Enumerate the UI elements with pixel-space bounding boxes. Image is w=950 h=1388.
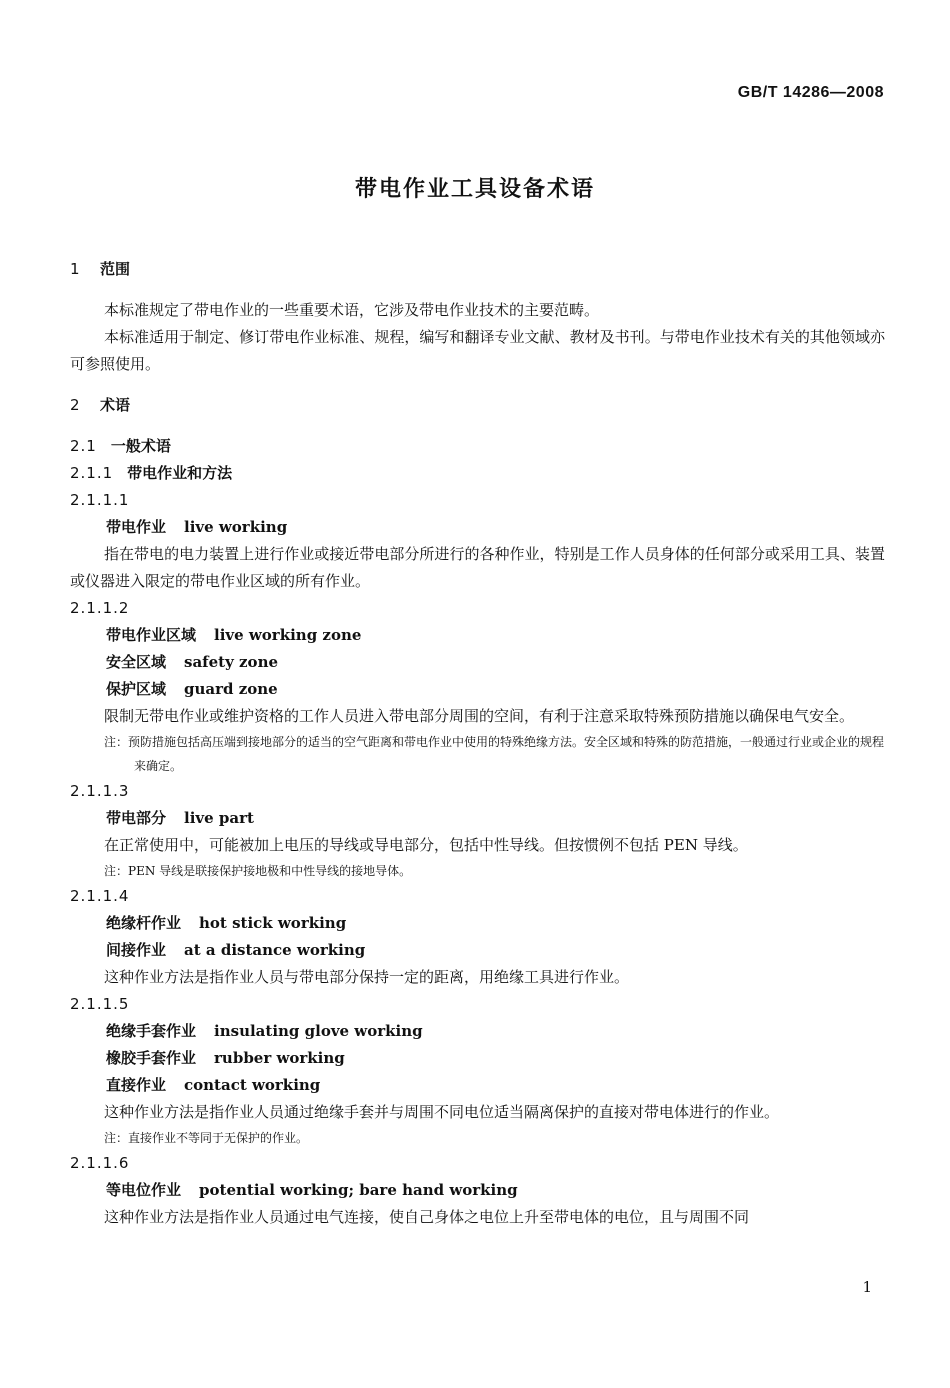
clause-title: 带电作业和方法 xyxy=(127,464,233,482)
clause-2-1-1-heading xyxy=(70,460,885,487)
entry-number: 2.1.1.3 xyxy=(70,782,130,800)
term-en: safety zone xyxy=(184,653,279,671)
term-entry xyxy=(70,991,885,1150)
entry-number: 2.1.1.2 xyxy=(70,599,130,617)
term-line xyxy=(70,910,885,937)
term-note: 注：直接作业不等同于无保护的作业。 xyxy=(104,1131,309,1145)
term-note: 注：预防措施包括高压端到接地部分的适当的空气距离和带电作业中使用的特殊绝缘方法。安全区域和特殊的防范措施，一般通过行业或企业的规程来确定。 xyxy=(104,735,885,773)
term-line xyxy=(70,1072,885,1099)
section-2-heading xyxy=(70,392,885,419)
term-zh: 直接作业 xyxy=(106,1076,167,1094)
term-zh: 安全区域 xyxy=(106,653,167,671)
term-en: rubber working xyxy=(214,1049,345,1067)
term-zh: 带电部分 xyxy=(106,809,167,827)
term-line xyxy=(70,676,885,703)
document-title: 带电作业工具设备术语 xyxy=(354,177,595,202)
term-en: potential working; bare hand working xyxy=(199,1181,518,1199)
term-en: guard zone xyxy=(184,680,278,698)
term-definition: 指在带电的电力装置上进行作业或接近带电部分所进行的各种作业，特别是工作人员身体的任何部分或采用工具、装置或仪器进入限定的带电作业区域的所有作业。 xyxy=(70,545,885,590)
clause-number: 2.1 xyxy=(70,437,97,455)
term-line xyxy=(70,937,885,964)
section-number: 1 xyxy=(70,260,80,278)
term-line xyxy=(70,805,885,832)
page-number: 1 xyxy=(862,1278,872,1296)
scope-paragraph: 本标准适用于制定、修订带电作业标准、规程，编写和翻译专业文献、教材及书刊。与带电作业技术有关的其他领域亦可参照使用。 xyxy=(70,328,885,373)
term-zh: 带电作业 xyxy=(106,518,167,536)
entry-number: 2.1.1.5 xyxy=(70,995,130,1013)
term-line xyxy=(70,1177,885,1204)
term-definition: 这种作业方法是指作业人员通过电气连接，使自己身体之电位上升至带电体的电位，且与周围不同 xyxy=(104,1208,750,1226)
term-entry xyxy=(70,883,885,991)
clause-2-1-heading xyxy=(70,433,885,460)
term-zh: 等电位作业 xyxy=(106,1181,182,1199)
entry-number: 2.1.1.4 xyxy=(70,887,130,905)
term-definition: 这种作业方法是指作业人员与带电部分保持一定的距离，用绝缘工具进行作业。 xyxy=(104,968,630,986)
standard-code: GB/T 14286—2008 xyxy=(737,84,884,101)
clause-number: 2.1.1 xyxy=(70,464,114,482)
term-en: contact working xyxy=(184,1076,321,1094)
entry-number: 2.1.1.6 xyxy=(70,1154,130,1172)
term-line xyxy=(70,649,885,676)
term-definition: 这种作业方法是指作业人员通过绝缘手套并与周围不同电位适当隔离保护的直接对带电体进行的作业。 xyxy=(104,1103,780,1121)
term-line xyxy=(70,622,885,649)
section-1-heading xyxy=(70,256,885,283)
term-line xyxy=(70,514,885,541)
term-en: at a distance working xyxy=(184,941,366,959)
term-zh: 绝缘手套作业 xyxy=(106,1022,197,1040)
term-line xyxy=(70,1045,885,1072)
term-zh: 保护区域 xyxy=(106,680,167,698)
term-en: live working zone xyxy=(214,626,362,644)
term-en: insulating glove working xyxy=(214,1022,423,1040)
term-entry xyxy=(70,595,885,778)
term-zh: 间接作业 xyxy=(106,941,167,959)
term-zh: 绝缘杆作业 xyxy=(106,914,182,932)
term-entry xyxy=(70,778,885,883)
term-zh: 橡胶手套作业 xyxy=(106,1049,197,1067)
term-entry xyxy=(70,487,885,595)
term-line xyxy=(70,1018,885,1045)
scope-paragraph: 本标准规定了带电作业的一些重要术语，它涉及带电作业技术的主要范畴。 xyxy=(104,301,600,319)
section-title: 术语 xyxy=(100,396,131,414)
term-en: live working xyxy=(184,518,288,536)
term-en: live part xyxy=(184,809,254,827)
term-note: 注：PEN 导线是联接保护接地极和中性导线的接地导体。 xyxy=(104,864,412,878)
term-definition: 限制无带电作业或维护资格的工作人员进入带电部分周围的空间，有利于注意采取特殊预防措施以确保电气安全。 xyxy=(104,707,855,725)
entry-number: 2.1.1.1 xyxy=(70,491,130,509)
document-body xyxy=(70,256,885,1231)
term-entry xyxy=(70,1150,885,1231)
term-zh: 带电作业区域 xyxy=(106,626,197,644)
clause-title: 一般术语 xyxy=(110,437,171,455)
term-en: hot stick working xyxy=(199,914,347,932)
term-definition: 在正常使用中，可能被加上电压的导线或导电部分，包括中性导线。但按惯例不包括 PEN 导线。 xyxy=(104,836,748,854)
section-number: 2 xyxy=(70,396,80,414)
section-title: 范围 xyxy=(100,260,131,278)
